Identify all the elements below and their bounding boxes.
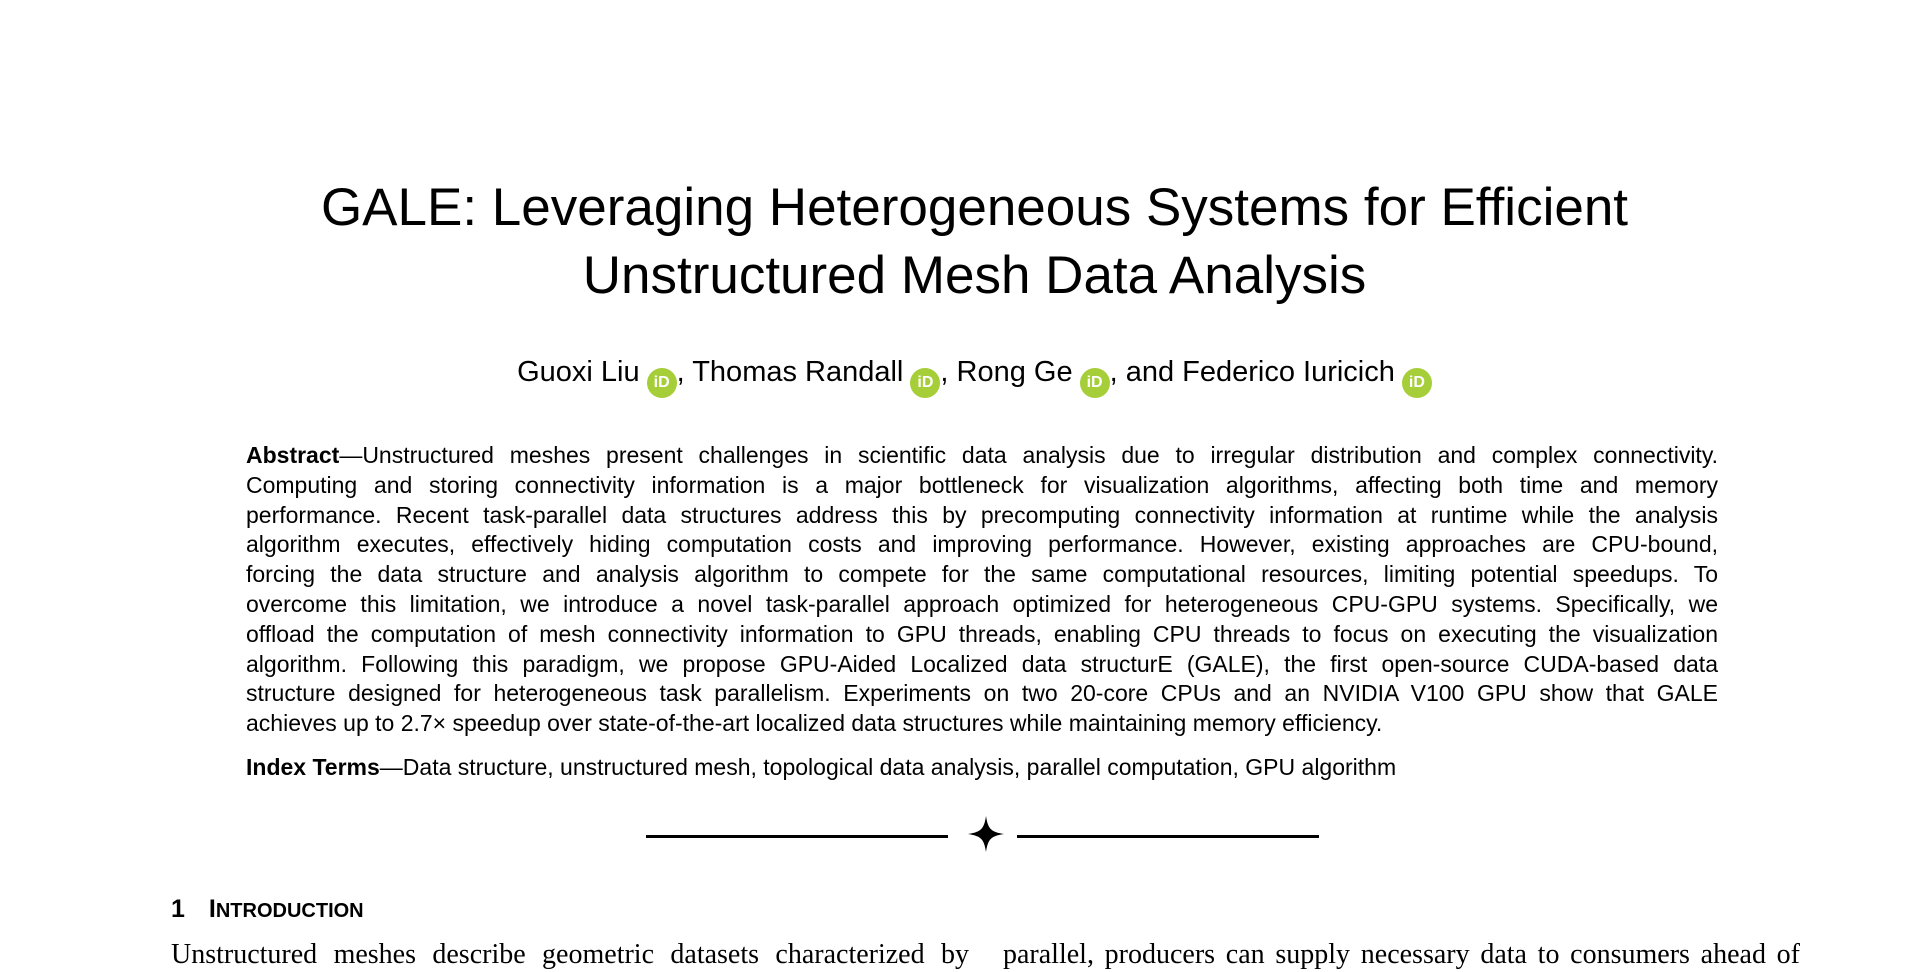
orcid-icon[interactable]: iD (647, 368, 677, 398)
section-title-rest: NTRODUCTION (215, 900, 364, 922)
author-separator: , and (1109, 356, 1183, 388)
orcid-icon[interactable]: iD (1080, 368, 1110, 398)
abstract-line: algorithm. Following this paradigm, we propose GPU-Aided Localized data structurE (GALE), the first open-source CUDA-based data (246, 650, 1718, 677)
abstract-line: performance. Recent task-parallel data structures address this by precomputing connectivity information at runtime while the analysis (246, 501, 1718, 528)
abstract-line: offload the computation of mesh connectivity information to GPU threads, enabling CPU threads to focus on executing the visualization (246, 620, 1718, 647)
author-name: Guoxi Liu (517, 356, 640, 388)
author-name: Thomas Randall (692, 356, 904, 388)
paper-title (0, 174, 1920, 310)
abstract-line: Computing and storing connectivity information is a major bottleneck for visualization algorithms, affecting both time and memory (246, 471, 1718, 498)
section-number: 1 (171, 895, 185, 923)
abstract-label: Abstract (246, 442, 340, 468)
paper-title-line-2: Unstructured Mesh Data Analysis (582, 246, 1367, 305)
abstract-line: overcome this limitation, we introduce a novel task-parallel approach optimized for heterogeneous CPU-GPU systems. Specifically, we (246, 590, 1718, 617)
body-column-left: Unstructured meshes describe geometric datasets characterized by (171, 939, 969, 970)
index-terms-text: —Data structure, unstructured mesh, topological data analysis, parallel computation, GPU algorithm (379, 754, 1397, 780)
divider-rule-left (646, 835, 948, 838)
abstract-line-text: —Unstructured meshes present challenges in scientific data analysis due to irregular distribution and complex connectivity. (339, 442, 1718, 468)
four-point-star-icon (966, 814, 1006, 854)
abstract-line (246, 441, 1718, 471)
paper-title-line-1: GALE: Leveraging Heterogeneous Systems for Efficient (320, 178, 1629, 237)
author-list (0, 352, 1920, 398)
abstract-line: forcing the data structure and analysis algorithm to compete for the same computational resources, limiting potential speedups. To (246, 561, 1718, 588)
abstract-line: achieves up to 2.7× speedup over state-of-the-art localized data structures while maintaining memory efficiency. (246, 710, 1383, 737)
divider-rule-right (1017, 835, 1319, 838)
section-heading (171, 894, 364, 926)
orcid-icon[interactable]: iD (1402, 368, 1432, 398)
author-name: Federico Iuricich (1182, 356, 1395, 388)
section-title-initial: I (208, 895, 216, 923)
author-name: Rong Ge (956, 356, 1073, 388)
author-separator: , (676, 356, 693, 388)
body-column-right: parallel, producers can supply necessary data to consumers ahead of (1003, 939, 1800, 970)
abstract (246, 441, 1718, 739)
author-separator: , (940, 356, 957, 388)
abstract-line: structure designed for heterogeneous task parallelism. Experiments on two 20-core CPUs and an NVIDIA V100 GPU show that GALE (246, 680, 1718, 707)
index-terms (246, 752, 1746, 782)
abstract-line: algorithm executes, effectively hiding computation costs and improving performance. However, existing approaches are CPU-bound, (246, 531, 1718, 558)
index-terms-label: Index Terms (246, 754, 380, 780)
orcid-icon[interactable]: iD (910, 368, 940, 398)
